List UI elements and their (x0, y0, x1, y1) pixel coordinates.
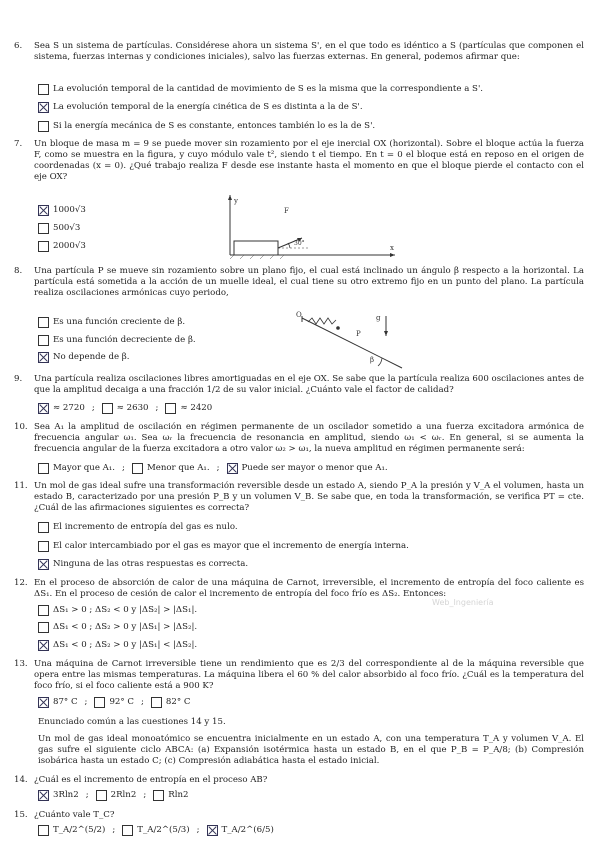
checkbox-checked[interactable] (38, 559, 49, 570)
x-axis-label: x (390, 244, 394, 252)
common-text: Un mol de gas ideal monoatómico se encuentra inicialmente en un estado A, con una temperatura T_A y volumen V_A. El gas sufre el siguiente ciclo ABCA: (a) Expansión isotérmica hasta un estado B, en el que P_B = P_A/8; (b) Compresión isobárica hasta un estado C; (c) Compresión adiabática hasta el estado inicial. (38, 734, 584, 766)
q8-option-a[interactable] (38, 317, 185, 328)
question-15 (14, 810, 584, 821)
checkbox-checked[interactable] (38, 352, 49, 363)
question-13 (14, 659, 584, 692)
checkbox[interactable] (38, 605, 49, 616)
option-label: 87° C (53, 697, 78, 707)
question-number: 10. (14, 422, 28, 432)
particle (336, 326, 340, 330)
question-text: Una partícula realiza oscilaciones libres amortiguadas en el eje OX. Se sabe que la partícula realiza 600 oscilaciones antes de que la amplitud decaiga a una fracción 1/2 de su valor inicial. ¿Cuánto vale el factor de calidad? (34, 374, 584, 395)
option-label: No depende de β. (53, 352, 130, 362)
question-text: Una máquina de Carnot irreversible tiene un rendimiento que es 2/3 del correspondiente al de la máquina reversible que opera entre las mismas temperaturas. La máquina libera el 60 % del calor absorbido al foco frío. ¿Cuál es la temperatura del foco frío, si el foco caliente está a 900 K? (34, 659, 584, 691)
q7-option-a[interactable] (38, 205, 86, 216)
option-label: ≈ 2720 (53, 403, 85, 413)
checkbox[interactable] (38, 317, 49, 328)
option-label: Si la energía mecánica de S es constante, entonces también lo es la de S'. (53, 121, 376, 131)
checkbox[interactable] (132, 463, 143, 474)
q15-options: T_A/2^(5/2) ; T_A/2^(5/3) ; T_A/2^(6/5) (38, 825, 274, 836)
question-text: En el proceso de absorción de calor de una máquina de Carnot, irreversible, el incremento de entropía del foco caliente es ΔS₁. En el proceso de cesión de calor el incremento de entropía del foco frío es ΔS₂. Entonces: (34, 578, 584, 599)
block-force-figure (220, 193, 400, 265)
question-number: 13. (14, 659, 28, 669)
checkbox[interactable] (38, 84, 49, 95)
question-text: ¿Cuánto vale T_C? (34, 810, 115, 820)
question-number: 6. (14, 41, 23, 51)
y-axis-label: y (234, 197, 238, 205)
q6-option-a[interactable] (38, 84, 483, 95)
option-label: 82° C (165, 697, 191, 707)
option-label: Es una función creciente de β. (53, 317, 186, 327)
checkbox-checked[interactable] (38, 640, 49, 651)
checkbox[interactable] (153, 790, 164, 801)
checkbox[interactable] (38, 223, 49, 234)
option-label: Mayor que A₁. (53, 463, 116, 473)
question-text: Una partícula P se mueve sin rozamiento sobre un plano fijo, el cual está inclinado un ángulo β respecto a la horizontal. La partícula está sometida a la acción de un muelle ideal, el cual tiene su otro extremo fijo en un punto del plano. La partícula realiza oscilaciones armónicas cuyo periodo, (34, 266, 584, 298)
question-7 (14, 139, 584, 183)
option-label: 1000√3 (53, 205, 86, 215)
angle-label: 30° (294, 240, 305, 247)
option-label: ΔS₁ < 0 ; ΔS₂ > 0 y |ΔS₁| > |ΔS₂|. (53, 622, 198, 632)
checkbox-checked[interactable] (38, 102, 49, 113)
question-12 (14, 578, 584, 600)
checkbox[interactable] (38, 335, 49, 346)
question-number: 12. (14, 578, 28, 588)
force-label: F (284, 207, 289, 215)
option-label: ΔS₁ < 0 ; ΔS₂ > 0 y |ΔS₁| < |ΔS₂|. (53, 640, 198, 650)
checkbox[interactable] (94, 697, 105, 708)
option-label: Menor que A₁. (146, 463, 210, 473)
checkbox-checked[interactable] (38, 790, 49, 801)
angle-label: β (370, 356, 375, 364)
option-label: T_A/2^(5/2) (53, 825, 106, 835)
question-number: 14. (14, 775, 28, 785)
checkbox[interactable] (151, 697, 162, 708)
question-number: 11. (14, 481, 28, 491)
checkbox[interactable] (102, 403, 113, 414)
option-label: Ninguna de las otras respuestas es correcta. (53, 559, 249, 569)
checkbox[interactable] (38, 121, 49, 132)
q7-option-c[interactable] (38, 241, 86, 252)
q7-option-b[interactable] (38, 223, 80, 234)
checkbox-checked[interactable] (207, 825, 218, 836)
checkbox-checked[interactable] (38, 205, 49, 216)
checkbox[interactable] (38, 622, 49, 633)
q12-option-b[interactable] (38, 622, 197, 633)
question-text: Un mol de gas ideal sufre una transformación reversible desde un estado A, siendo P_A la presión y V_A el volumen, hasta un estado B, caracterizado por una presión P_B y un volumen V_B. Se sabe que, en toda la transformación, se verifica PT = cte. ¿Cuál de las afirmaciones siguientes es correcta? (34, 481, 584, 513)
option-label: La evolución temporal de la cantidad de movimiento de S es la misma que la correspondiente a S'. (53, 84, 484, 94)
question-11 (14, 481, 584, 514)
checkbox[interactable] (38, 241, 49, 252)
option-label: T_A/2^(6/5) (221, 825, 274, 835)
checkbox[interactable] (165, 403, 176, 414)
question-number: 15. (14, 810, 28, 820)
q6-option-c[interactable] (38, 121, 375, 132)
question-6 (14, 41, 584, 63)
q12-option-a[interactable] (38, 605, 197, 616)
question-text: Un bloque de masa m = 9 se puede mover sin rozamiento por el eje inercial OX (horizontal). Sobre el bloque actúa la fuerza F, como se muestra en la figura, y cuyo módulo vale t², siendo t el tiempo. En t = 0 el bloque está en reposo en el origen de coordenadas (x = 0). ¿Qué trabajo realiza F desde ese instante hasta el momento en que el bloque pierde el contacto con el eje OX? (34, 139, 584, 182)
option-label: ΔS₁ > 0 ; ΔS₂ < 0 y |ΔS₂| > |ΔS₁|. (53, 605, 198, 615)
q11-option-c[interactable] (38, 559, 248, 570)
q10-options: Mayor que A₁. ; Menor que A₁. ; Puede ser mayor o menor que A₁. (38, 463, 388, 474)
q14-options: 3Rln2 ; 2Rln2 ; Rln2 (38, 790, 188, 801)
question-number: 9. (14, 374, 23, 384)
q8-option-c[interactable] (38, 352, 129, 363)
question-text: Sea A₁ la amplitud de oscilación en régimen permanente de un oscilador sometido a una fuerza excitadora armónica de frecuencia angular ω₁. Sea ωᵣ la frecuencia de resonancia en amplitud, siendo ω₁ < ωᵣ. En general, si se aumenta la frecuencia angular de la fuerza excitadora a otro valor ω₂ > ω₁, la nueva amplitud en régimen permanente será: (34, 422, 584, 454)
option-label: ≈ 2420 (180, 403, 213, 413)
checkbox[interactable] (38, 463, 49, 474)
q11-option-b[interactable] (38, 541, 409, 552)
gravity-label: g (376, 314, 381, 322)
question-text: Sea S un sistema de partículas. Considérese ahora un sistema S', en el que todo es idéntico a S (partículas que componen el sistema, fuerzas internas y condiciones iniciales), salvo las fuerzas externas. En general, podemos afirmar que: (34, 41, 584, 62)
question-14 (14, 775, 584, 786)
option-label: ≈ 2630 (116, 403, 149, 413)
checkbox-checked[interactable] (38, 403, 49, 414)
checkbox[interactable] (38, 825, 49, 836)
checkbox-checked[interactable] (227, 463, 238, 474)
inclined-plane-figure (290, 306, 412, 372)
option-label: Rln2 (168, 790, 189, 800)
block (234, 241, 278, 255)
option-label: T_A/2^(5/3) (137, 825, 190, 835)
option-label: El incremento de entropía del gas es nulo. (53, 522, 238, 532)
option-label: 2000√3 (53, 241, 86, 251)
q12-option-c[interactable] (38, 640, 197, 651)
option-label: 3Rln2 (53, 790, 79, 800)
common-title: Enunciado común a las cuestiones 14 y 15. (38, 717, 226, 727)
question-number: 7. (14, 139, 23, 149)
option-label: El calor intercambiado por el gas es mayor que el incremento de energía interna. (53, 541, 409, 551)
question-9 (14, 374, 584, 396)
particle-label: P (356, 330, 361, 338)
q13-options: 87° C ; 92° C ; 82° C (38, 697, 190, 708)
watermark: Web_Ingeniería (432, 598, 494, 607)
option-label: 92° C (109, 697, 134, 707)
q8-option-b[interactable] (38, 335, 196, 346)
checkbox[interactable] (38, 522, 49, 533)
q6-option-b[interactable] (38, 102, 363, 113)
question-number: 8. (14, 266, 23, 276)
option-label: Es una función decreciente de β. (53, 335, 196, 345)
question-text: ¿Cuál es el incremento de entropía en el proceso AB? (34, 775, 268, 785)
checkbox-checked[interactable] (38, 697, 49, 708)
q11-option-a[interactable] (38, 522, 238, 533)
inclined-plane (302, 318, 402, 368)
option-label: 500√3 (53, 223, 81, 233)
common-statement (14, 717, 584, 767)
origin-label: O (296, 311, 302, 319)
option-label: Puede ser mayor o menor que A₁. (241, 463, 388, 473)
q9-options: ≈ 2720 ; ≈ 2630 ; ≈ 2420 (38, 403, 212, 414)
option-label: 2Rln2 (110, 790, 137, 800)
checkbox[interactable] (96, 790, 107, 801)
checkbox[interactable] (38, 541, 49, 552)
option-label: La evolución temporal de la energía cinética de S es distinta a la de S'. (53, 102, 363, 112)
question-8 (14, 266, 584, 299)
checkbox[interactable] (122, 825, 133, 836)
question-10 (14, 422, 584, 455)
